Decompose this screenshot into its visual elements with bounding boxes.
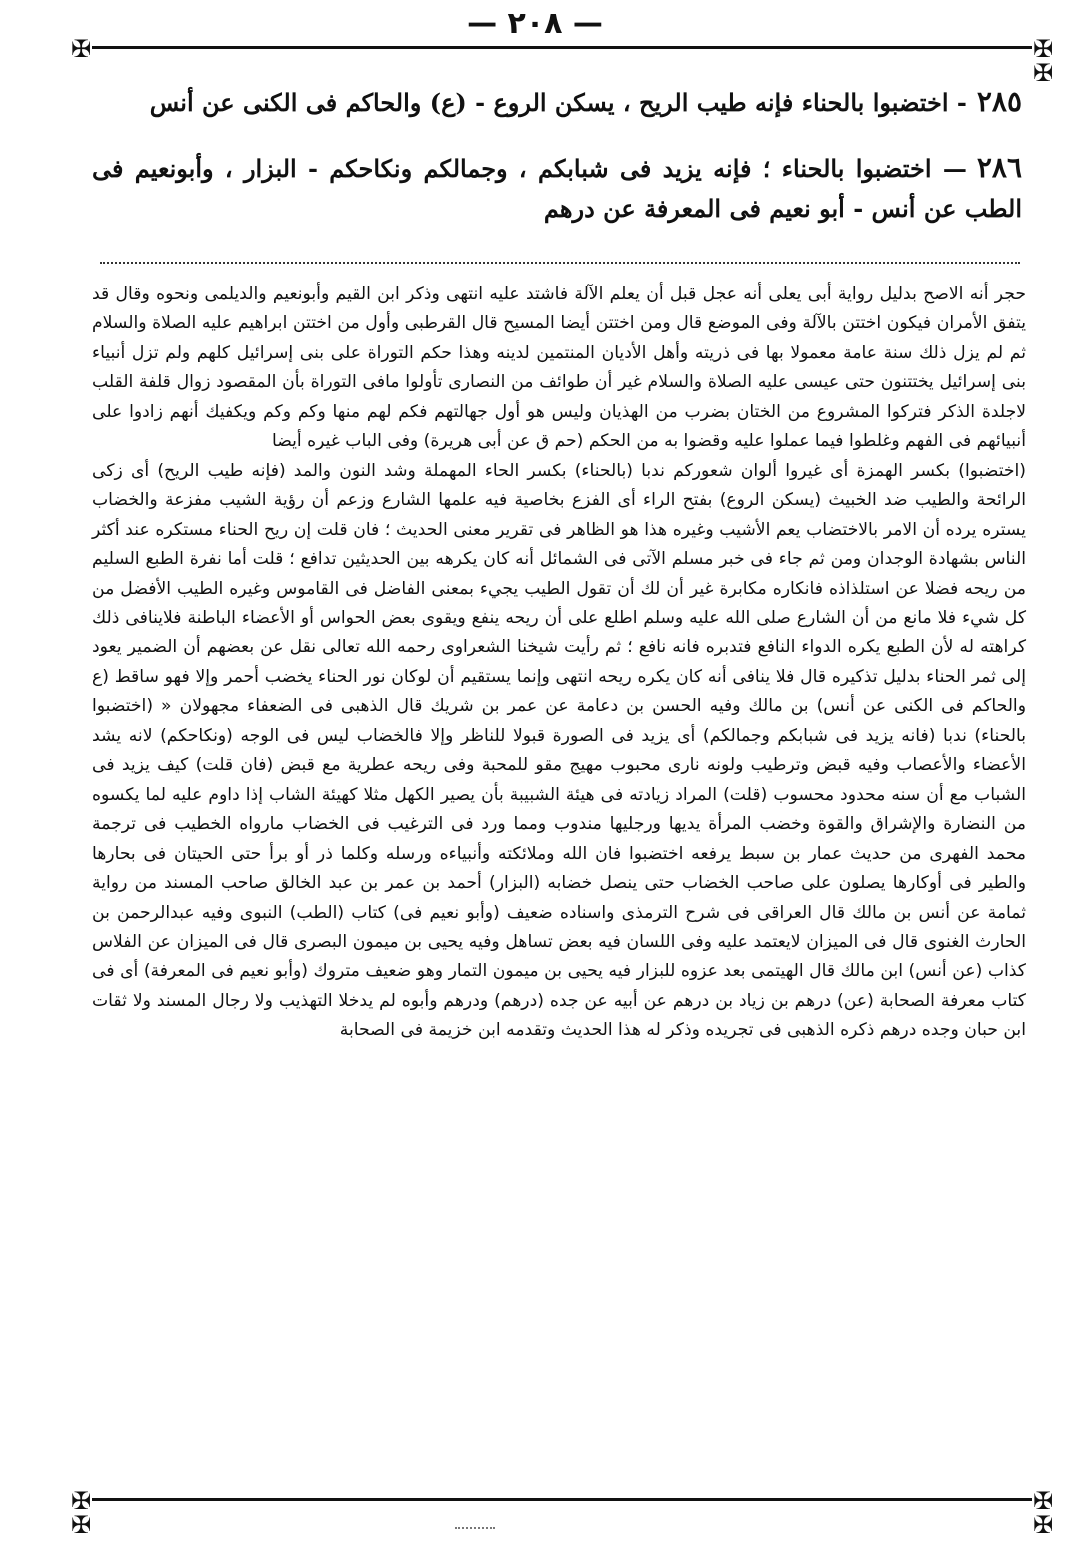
corner-ornament-icon: ✠ <box>1032 1487 1054 1515</box>
side-ornament-icon: ✠ <box>1032 1511 1054 1539</box>
section-divider <box>100 262 1020 264</box>
hadith-286 <box>92 148 1022 229</box>
top-rule <box>92 46 1032 49</box>
hadith-text: — اختضبوا بالحناء ؛ فإنه يزيد فى شبابكم ، وجمالكم ونكاحكم - البزار ، وأبونعيم فى الطب عن أنس - أبو نعيم فى المعرفة عن درهم <box>92 154 1022 223</box>
side-ornament-icon: ✠ <box>70 1511 92 1539</box>
bottom-rule <box>92 1498 1032 1501</box>
side-ornament-icon: ✠ <box>1032 59 1054 87</box>
page-number: — ٢٠٨ — <box>467 6 603 41</box>
corner-ornament-icon: ✠ <box>70 1487 92 1515</box>
hadith-number: ٢٨٥ <box>976 85 1022 118</box>
footer-mark <box>455 1527 495 1529</box>
commentary-paragraph: حجر أنه الاصح بدليل رواية أبى يعلى أنه عجل قبل أن يعلم الآلة فاشتد عليه انتهى وذكر ابن القيم وأبونعيم والديلمى ونحوه وقال قد يتفق الأمران فيكون اختتن بالآلة وفى الموضع قال ومن اختتن أيضا المسيح قال القرطبى وأول من اختتن ابراهيم عليه الصلاة والسلام ثم لم يزل ذلك سنة عامة معمولا بها فى ذريته وأهل الأديان المنتمين لدينه وهذا حكم التوراة على بنى إسرائيل كلهم ولم تزل أنبياء بنى إسرائيل يختتنون حتى عيسى عليه الصلاة والسلام غير أن طوائف من النصارى تأولوا مافى التوراة بأن المقصود زوال قلفة القلب لاجلدة الذكر فتركوا المشروع من الختان بضرب من الهذيان وليس هو أول جهالتهم فكم لهم منها وكم وكم ويكفيك أنهم زادوا على أنبيائهم فى الفهم وغلطوا فيما عملوا عليه وقضوا به من الحكم (حم ق عن أبى هريرة) وفى الباب غيره أيضا <box>92 284 1026 452</box>
corner-ornament-icon: ✠ <box>70 35 92 63</box>
corner-ornament-icon: ✠ <box>1032 35 1054 63</box>
hadith-number: ٢٨٦ <box>976 151 1022 184</box>
commentary-block <box>92 280 1026 1046</box>
hadith-text: - اختضبوا بالحناء فإنه طيب الريح ، يسكن الروع - (ع) والحاكم فى الكنى عن أنس <box>149 88 967 117</box>
hadith-285 <box>92 82 1022 123</box>
commentary-paragraph: (اختضبوا) بكسر الهمزة أى غيروا ألوان شعوركم ندبا (بالحناء) بكسر الحاء المهملة وشد النون والمد (فإنه طيب الريح) أى زكى الرائحة والطيب ضد الخبيث (يسكن الروع) بفتح الراء أى الفزع بخاصية فيه علمها الشارع وزعم أن رؤية الشيب مفزعة والخضاب يستره يرده أن الامر بالاختضاب يعم الأشيب وغيره هذا هو الظاهر فى تقرير معنى الحديث ؛ فان قلت إن ريح الحناء مستكره عند أكثر الناس بشهادة الوجدان ومن ثم جاء فى خبر مسلم الآتى فى الشمائل أنه كان يكرهه بين الحديثين تدافع ؛ قلت أما نفرة الطبع السليم من ريحه فضلا عن استلذاذه فانكاره مكابرة غير أن لك أن تقول الطيب يجيء بمعنى الفاضل فى القاموس وغيره الطيب الأفضل من كل شيء فلا مانع من أن الشارع صلى الله عليه وسلم اطلع على أن ريحه ينفع ويقوى بعض الحواس أو الأعضاء الباطنة فلاينافى ذلك كراهته له لأن الطبع يكره الدواء النافع فتدبره فانه نافع ؛ ثم رأيت شيخنا الشعراوى رحمه الله تعالى نقل عن بعضهم أن الضمير يعود إلى ثمر الحناء بدليل تذكيره قال فلا ينافى أنه كان يكره ريحه انتهى وإنما يستقيم أن لوكان نور الحناء يخضب أحمر وإلا فهو ساقط (ع والحاكم فى الكنى عن أنس) بن مالك وفيه الحسن بن دعامة عن عمر بن شريك قال الذهبى فى الضعفاء مجهولان « (اختضبوا بالحناء) ندبا (فانه يزيد فى شبابكم وجمالكم) أى يزيد فى الصورة قبولا للناظر وإلا فالخضاب ليس فى الوجه (ونكاحكم) لانه يشد الأعضاء والأعصاب وفيه قبض وترطيب ولونه نارى محبوب مهيج مقو للمحبة وفى ريحه عطرية مع قبض (فان قلت) كيف يزيد فى الشباب مع أن سنه محدود محسوب (قلت) المراد زيادته فى هيئة الشبيبة بأن يصير الكهل مثلا كهيئة الشاب إذا داوم عليه لما يكسوه من النضارة والإشراق والقوة وخضب المرأة يديها ورجليها مندوب ومما ورد فى الترغيب فى الخضاب مارواه الخطيب فى ترجمة محمد الفهرى من حديث عمار بن سبط يرفعه اختضبوا فان الله وملائكته وأنبياءه ورسله وكلما ذر أو برأ حتى الحيتان فى بحارها والطير فى أوكارها يصلون على صاحب الخضاب حتى ينصل خضابه (البزار) أحمد بن عمر بن عبد الخالق صاحب المسند من رواية ثمامة عن أنس بن مالك قال العراقى فى شرح الترمذى واسناده ضعيف (وأبو نعيم فى) كتاب (الطب) النبوى وفيه عبدالرحمن بن الحارث الغنوى قال فى الميزان لايعتمد عليه وفى اللسان فيه بعض تساهل وفيه يحيى بن ميمون البصرى قال فى الميزان عن الفلاس كذاب (عن أنس) ابن مالك قال الهيتمى بعد عزوه للبزار فيه يحيى بن ميمون التمار وهو ضعيف متروك (وأبو نعيم فى المعرفة) أى فى كتاب معرفة الصحابة (عن) درهم بن زياد بن درهم عن أبيه عن جده (درهم) ودرهم وأبوه لم يدخلا التهذيب ولا رجال المسند ولا ثقات ابن حبان وجده درهم ذكره الذهبى فى تجريده وذكر له هذا الحديث وتقدمه ابن خزيمة فى الصحابة <box>92 460 1026 1041</box>
